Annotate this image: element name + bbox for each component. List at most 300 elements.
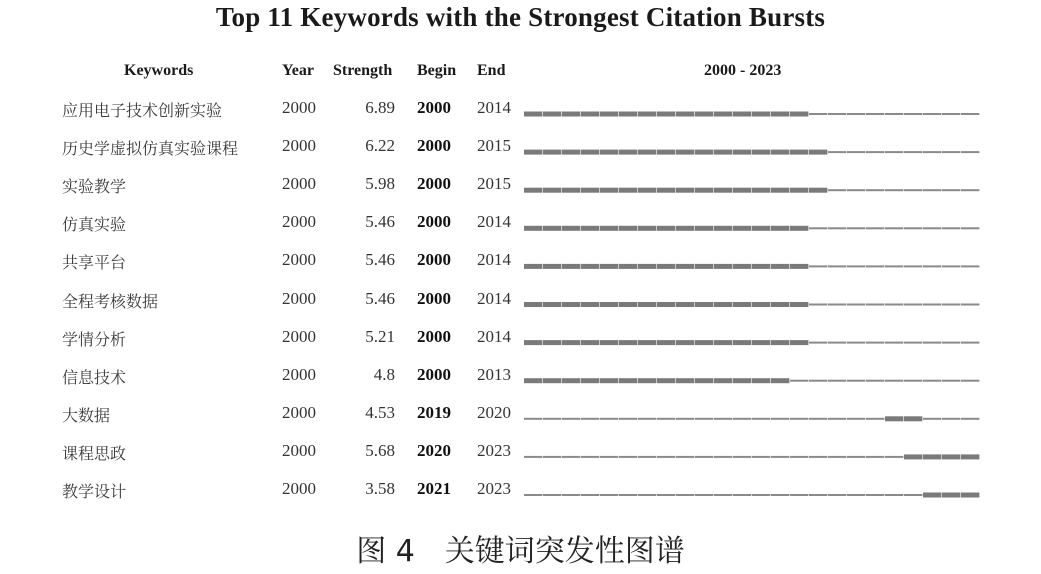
timeline-segment (961, 418, 979, 420)
timeline-segment (752, 456, 770, 458)
burst-segment (752, 340, 770, 345)
burst-segment (714, 226, 732, 231)
burst-segment (714, 378, 732, 383)
timeline-segment (543, 456, 561, 458)
burst-segment (676, 264, 694, 269)
timeline-segment (790, 380, 808, 382)
burst-segment (581, 340, 599, 345)
timeline-segment (790, 494, 808, 496)
burst-segment (581, 188, 599, 193)
burst-segment (638, 264, 656, 269)
burst-segment (752, 150, 770, 155)
timeline-segment (828, 189, 846, 191)
timeline-segment (923, 189, 941, 191)
keyword-cell: 仿真实验 (62, 215, 127, 235)
timeline-segment (942, 342, 960, 344)
header-year: Year (282, 62, 314, 79)
keyword-cell: 课程思政 (62, 443, 127, 463)
timeline-segment (809, 418, 827, 420)
timeline-segment (885, 113, 903, 115)
timeline-segment (752, 418, 770, 420)
burst-segment (752, 264, 770, 269)
burst-segment (562, 112, 580, 117)
timeline-segment (809, 304, 827, 306)
burst-segment (695, 378, 713, 383)
burst-segment (524, 378, 542, 383)
timeline-segment (562, 456, 580, 458)
timeline-segment (828, 227, 846, 229)
year-cell: 2000 (282, 174, 316, 194)
burst-segment (619, 226, 637, 231)
timeline-segment (847, 265, 865, 267)
burst-segment (676, 150, 694, 155)
burst-segment (600, 302, 618, 307)
burst-segment (695, 302, 713, 307)
timeline-segment (904, 304, 922, 306)
burst-segment (619, 302, 637, 307)
timeline-segment (866, 418, 884, 420)
end-cell: 2013 (477, 364, 511, 384)
timeline-segment (733, 456, 751, 458)
timeline-segment (619, 494, 637, 496)
timeline-segment (923, 418, 941, 420)
timeline-segment (676, 456, 694, 458)
begin-cell: 2019 (417, 402, 451, 422)
keyword-cell: 应用电子技术创新实验 (62, 101, 223, 120)
timeline-segment (904, 113, 922, 115)
timeline-segment (809, 494, 827, 496)
burst-segment (524, 188, 542, 193)
burst-segment (714, 150, 732, 155)
strength-cell: 5.46 (365, 212, 395, 232)
timeline-segment (771, 494, 789, 496)
timeline-segment (961, 342, 979, 344)
burst-segment (562, 340, 580, 345)
keyword-cell: 全程考核数据 (62, 291, 159, 311)
timeline-segment (581, 418, 599, 420)
strength-cell: 5.98 (365, 174, 395, 194)
burst-segment (657, 112, 675, 117)
timeline-segment (752, 494, 770, 496)
timeline-segment (600, 494, 618, 496)
timeline-segment (923, 380, 941, 382)
timeline-segment (828, 304, 846, 306)
figure-caption: 图 4 关键词突发性图谱 (356, 534, 685, 569)
timeline-segment (904, 342, 922, 344)
timeline-segment (733, 418, 751, 420)
begin-cell: 2020 (417, 440, 451, 460)
timeline-segment (923, 342, 941, 344)
begin-cell: 2000 (417, 212, 451, 232)
timeline-segment (885, 151, 903, 153)
timeline-segment (695, 456, 713, 458)
timeline-segment (524, 418, 542, 420)
burst-segment (619, 378, 637, 383)
burst-segment (600, 340, 618, 345)
burst-segment (581, 226, 599, 231)
burst-segment (524, 112, 542, 117)
burst-segment (695, 226, 713, 231)
timeline-segment (581, 494, 599, 496)
burst-segment (562, 150, 580, 155)
timeline-segment (600, 418, 618, 420)
end-cell: 2014 (477, 326, 511, 346)
timeline-segment (923, 151, 941, 153)
timeline-segment (866, 304, 884, 306)
burst-segment (638, 226, 656, 231)
burst-segment (638, 112, 656, 117)
timeline-segment (847, 151, 865, 153)
timeline-segment (847, 189, 865, 191)
timeline-segment (961, 304, 979, 306)
year-cell: 2000 (282, 136, 316, 156)
burst-segment (695, 112, 713, 117)
burst-segment (581, 378, 599, 383)
timeline-segment (809, 380, 827, 382)
header-range: 2000 - 2023 (704, 62, 782, 79)
burst-segment (733, 226, 751, 231)
keyword-cell: 历史学虚拟仿真实验课程 (62, 139, 239, 159)
timeline-segment (942, 304, 960, 306)
timeline-segment (885, 189, 903, 191)
timeline-segment (828, 380, 846, 382)
timeline-segment (885, 494, 903, 496)
burst-segment (714, 302, 732, 307)
end-cell: 2014 (477, 98, 511, 117)
timeline-segment (942, 227, 960, 229)
timeline-segment (847, 304, 865, 306)
burst-segment (581, 264, 599, 269)
burst-segment (619, 188, 637, 193)
burst-segment (771, 226, 789, 231)
timeline-segment (866, 342, 884, 344)
timeline-segment (847, 227, 865, 229)
year-cell: 2000 (282, 402, 316, 422)
timeline-segment (543, 494, 561, 496)
timeline-segment (866, 265, 884, 267)
burst-segment (733, 378, 751, 383)
header-end: End (477, 62, 506, 79)
timeline-segment (866, 227, 884, 229)
burst-segment (657, 264, 675, 269)
timeline-segment (638, 418, 656, 420)
keyword-cell: 大数据 (62, 405, 111, 425)
burst-segment (714, 264, 732, 269)
burst-segment (771, 340, 789, 345)
timeline-segment (923, 113, 941, 115)
timeline-segment (771, 456, 789, 458)
timeline-segment (771, 418, 789, 420)
burst-segment (600, 112, 618, 117)
burst-segment (676, 188, 694, 193)
end-cell: 2014 (477, 288, 511, 308)
strength-cell: 5.46 (365, 250, 395, 270)
burst-segment (638, 302, 656, 307)
keyword-cell: 学情分析 (62, 329, 127, 349)
end-cell: 2015 (477, 136, 511, 156)
header-keywords: Keywords (124, 62, 194, 79)
header-strength: Strength (333, 62, 393, 79)
burst-segment (543, 226, 561, 231)
strength-cell: 6.22 (365, 136, 395, 156)
burst-segment (790, 302, 808, 307)
burst-segment (714, 188, 732, 193)
burst-segment (771, 378, 789, 383)
burst-segment (923, 454, 941, 459)
burst-segment (790, 150, 808, 155)
burst-segment (885, 416, 903, 421)
burst-segment (942, 454, 960, 459)
timeline-segment (866, 380, 884, 382)
keyword-cell: 教学设计 (62, 482, 127, 501)
burst-segment (695, 188, 713, 193)
burst-segment (752, 302, 770, 307)
timeline-segment (885, 342, 903, 344)
end-cell: 2020 (477, 402, 511, 422)
burst-segment (790, 188, 808, 193)
timeline-segment (562, 494, 580, 496)
burst-segment (657, 150, 675, 155)
timeline-segment (543, 418, 561, 420)
burst-segment (638, 378, 656, 383)
burst-segment (790, 226, 808, 231)
timeline-segment (866, 189, 884, 191)
burst-segment (771, 188, 789, 193)
burst-segment (524, 340, 542, 345)
begin-cell: 2000 (417, 364, 451, 384)
year-cell: 2000 (282, 364, 316, 384)
burst-segment (657, 378, 675, 383)
burst-segment (923, 493, 941, 498)
burst-segment (524, 302, 542, 307)
burst-segment (638, 340, 656, 345)
timeline-segment (581, 456, 599, 458)
timeline-segment (885, 456, 903, 458)
timeline-segment (942, 380, 960, 382)
year-cell: 2000 (282, 440, 316, 460)
burst-segment (771, 302, 789, 307)
end-cell: 2023 (477, 479, 511, 498)
burst-segment (904, 454, 922, 459)
timeline-segment (885, 304, 903, 306)
end-cell: 2015 (477, 174, 511, 194)
header-begin: Begin (417, 62, 457, 79)
end-cell: 2014 (477, 212, 511, 232)
timeline-segment (809, 342, 827, 344)
timeline-segment (961, 189, 979, 191)
begin-cell: 2000 (417, 174, 451, 194)
strength-cell: 3.58 (365, 479, 395, 498)
timeline-segment (676, 418, 694, 420)
timeline-segment (657, 418, 675, 420)
burst-segment (809, 188, 827, 193)
timeline-segment (904, 380, 922, 382)
timeline-segment (847, 418, 865, 420)
end-cell: 2023 (477, 440, 511, 460)
timeline-segment (828, 494, 846, 496)
burst-segment (619, 264, 637, 269)
burst-segment (771, 264, 789, 269)
burst-segment (524, 226, 542, 231)
timeline-segment (904, 494, 922, 496)
burst-segment (771, 150, 789, 155)
timeline-segment (733, 494, 751, 496)
burst-segment (581, 302, 599, 307)
timeline-segment (847, 494, 865, 496)
burst-segment (657, 188, 675, 193)
chart-title: Top 11 Keywords with the Strongest Citation Bursts (215, 2, 826, 32)
burst-segment (733, 150, 751, 155)
burst-segment (676, 378, 694, 383)
burst-segment (600, 264, 618, 269)
timeline-segment (923, 227, 941, 229)
burst-segment (733, 340, 751, 345)
burst-segment (562, 188, 580, 193)
timeline-segment (904, 265, 922, 267)
burst-segment (942, 493, 960, 498)
burst-segment (524, 150, 542, 155)
timeline-segment (619, 418, 637, 420)
timeline-segment (809, 456, 827, 458)
timeline-segment (657, 494, 675, 496)
timeline-segment (657, 456, 675, 458)
timeline-segment (809, 265, 827, 267)
burst-segment (524, 264, 542, 269)
strength-cell: 5.68 (365, 440, 395, 460)
burst-segment (790, 340, 808, 345)
burst-segment (657, 226, 675, 231)
keyword-cell: 信息技术 (62, 367, 127, 387)
timeline-segment (942, 151, 960, 153)
keyword-cell: 共享平台 (62, 253, 127, 273)
burst-segment (543, 378, 561, 383)
timeline-segment (942, 418, 960, 420)
timeline-segment (866, 456, 884, 458)
burst-segment (581, 112, 599, 117)
timeline-segment (847, 456, 865, 458)
begin-cell: 2000 (417, 98, 451, 117)
timeline-segment (600, 456, 618, 458)
begin-cell: 2000 (417, 288, 451, 308)
burst-segment (961, 454, 979, 459)
timeline-segment (847, 113, 865, 115)
timeline-segment (638, 456, 656, 458)
timeline-segment (809, 227, 827, 229)
timeline-segment (562, 418, 580, 420)
timeline-segment (847, 380, 865, 382)
burst-segment (657, 340, 675, 345)
burst-segment (562, 378, 580, 383)
burst-segment (619, 150, 637, 155)
keyword-cell: 实验教学 (62, 177, 127, 197)
year-cell: 2000 (282, 288, 316, 308)
burst-segment (790, 264, 808, 269)
burst-segment (600, 188, 618, 193)
burst-segment (543, 188, 561, 193)
timeline-segment (961, 227, 979, 229)
timeline-segment (695, 418, 713, 420)
strength-cell: 4.8 (373, 364, 395, 384)
timeline-segment (904, 151, 922, 153)
timeline-segment (676, 494, 694, 496)
timeline-segment (828, 456, 846, 458)
burst-segment (543, 340, 561, 345)
burst-segment (600, 150, 618, 155)
timeline-segment (923, 265, 941, 267)
burst-segment (733, 112, 751, 117)
begin-cell: 2021 (417, 479, 451, 498)
timeline-segment (904, 227, 922, 229)
year-cell: 2000 (282, 326, 316, 346)
burst-segment (752, 378, 770, 383)
burst-segment (752, 112, 770, 117)
burst-segment (543, 302, 561, 307)
burst-segment (676, 226, 694, 231)
burst-segment (676, 340, 694, 345)
timeline-segment (904, 189, 922, 191)
begin-cell: 2000 (417, 136, 451, 156)
timeline-segment (866, 113, 884, 115)
burst-segment (733, 264, 751, 269)
burst-segment (638, 188, 656, 193)
timeline-segment (809, 113, 827, 115)
burst-segment (600, 378, 618, 383)
year-cell: 2000 (282, 212, 316, 232)
burst-segment (695, 340, 713, 345)
begin-cell: 2000 (417, 250, 451, 270)
timeline-segment (828, 418, 846, 420)
strength-cell: 5.21 (365, 326, 395, 346)
timeline-segment (885, 227, 903, 229)
timeline-segment (961, 151, 979, 153)
timeline-segment (847, 342, 865, 344)
burst-segment (543, 112, 561, 117)
timeline-segment (961, 113, 979, 115)
burst-segment (562, 264, 580, 269)
burst-segment (619, 340, 637, 345)
timeline-segment (828, 342, 846, 344)
timeline-segment (866, 494, 884, 496)
burst-segment (619, 112, 637, 117)
timeline-segment (714, 494, 732, 496)
timeline-segment (714, 418, 732, 420)
timeline-segment (619, 456, 637, 458)
burst-segment (581, 150, 599, 155)
timeline-segment (714, 456, 732, 458)
end-cell: 2014 (477, 250, 511, 270)
burst-segment (809, 150, 827, 155)
timeline-segment (828, 265, 846, 267)
timeline-segment (942, 113, 960, 115)
timeline-segment (923, 304, 941, 306)
burst-segment (733, 188, 751, 193)
burst-segment (657, 302, 675, 307)
timeline-segment (942, 189, 960, 191)
timeline-segment (695, 494, 713, 496)
timeline-segment (885, 265, 903, 267)
year-cell: 2000 (282, 250, 316, 270)
timeline-segment (866, 151, 884, 153)
burst-segment (676, 112, 694, 117)
begin-cell: 2000 (417, 326, 451, 346)
timeline-segment (638, 494, 656, 496)
year-cell: 2000 (282, 98, 316, 117)
burst-segment (562, 226, 580, 231)
timeline-segment (828, 113, 846, 115)
burst-segment (695, 264, 713, 269)
burst-segment (600, 226, 618, 231)
strength-cell: 6.89 (365, 98, 395, 117)
